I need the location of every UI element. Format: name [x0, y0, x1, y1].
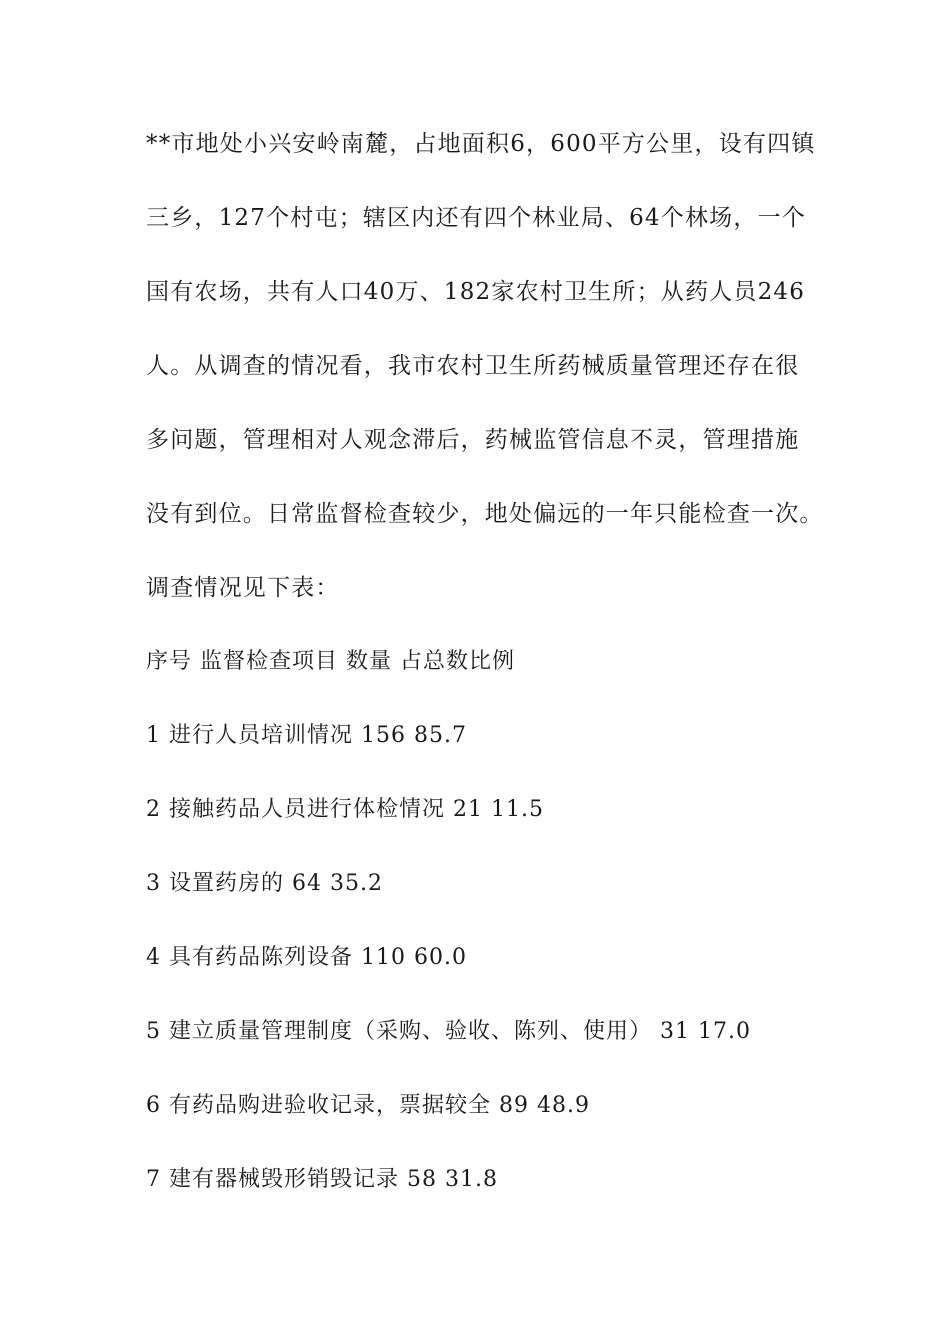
- paragraph-line-3: 国有农场，共有人口40万、182家农村卫生所；从药人员246: [146, 279, 806, 305]
- table-row-5: 5 建立质量管理制度（采购、验收、陈列、使用） 31 17.0: [146, 1019, 751, 1044]
- table-row-2: 2 接触药品人员进行体检情况 21 11.5: [146, 797, 544, 822]
- table-row-6: 6 有药品购进验收记录，票据较全 89 48.9: [146, 1093, 590, 1118]
- paragraph-line-1: **市地处小兴安岭南麓，占地面积6，600平方公里，设有四镇: [146, 131, 816, 157]
- table-row-3: 3 设置药房的 64 35.2: [146, 871, 383, 896]
- table-row-7: 7 建有器械毁形销毁记录 58 31.8: [146, 1167, 498, 1192]
- paragraph-line-7: 调查情况见下表：: [146, 575, 340, 601]
- table-header: 序号 监督检查项目 数量 占总数比例: [146, 649, 515, 674]
- paragraph-line-6: 没有到位。日常监督检查较少，地处偏远的一年只能检查一次。: [146, 501, 824, 527]
- table-row-4: 4 具有药品陈列设备 110 60.0: [146, 945, 467, 970]
- paragraph-line-4: 人。从调查的情况看，我市农村卫生所药械质量管理还存在很: [146, 353, 800, 379]
- paragraph-line-2: 三乡，127个村屯；辖区内还有四个林业局、64个林场，一个: [146, 205, 806, 231]
- table-row-1: 1 进行人员培训情况 156 85.7: [146, 723, 467, 748]
- paragraph-line-5: 多问题，管理相对人观念滞后，药械监管信息不灵，管理措施: [146, 427, 800, 453]
